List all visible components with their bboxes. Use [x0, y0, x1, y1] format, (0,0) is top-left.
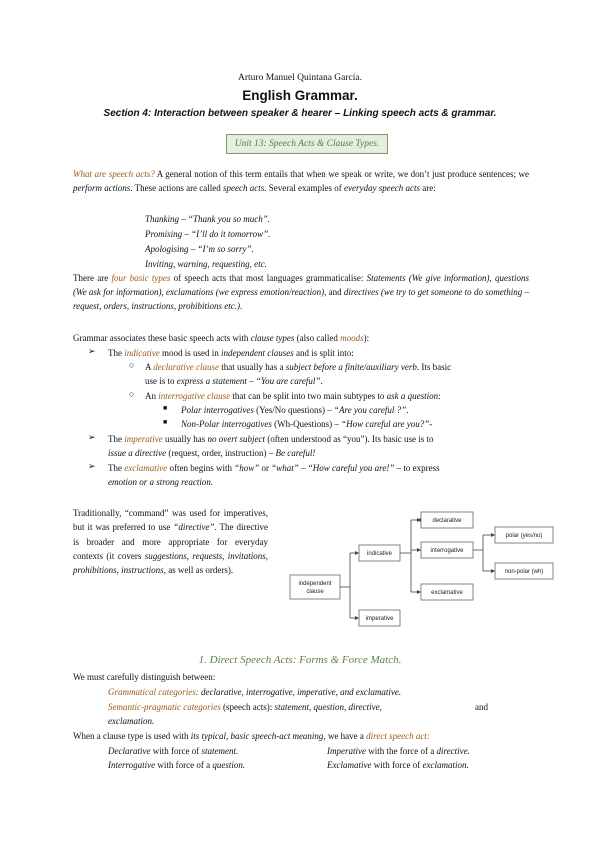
example-promising: Promising – “I’ll do it tomorrow”. [145, 229, 271, 239]
declarative-item: A declarative clause that usually has a subject before a finite/auxiliary verb. Its basic [145, 362, 452, 372]
circle-bullet-icon: ○ [129, 360, 135, 370]
node-root-label-2: clause [306, 589, 324, 595]
node-imperative-label: imperative [365, 616, 394, 622]
grammatical-categories: Grammatical categories: declarative, interrogative, imperative, and exclamative. [108, 687, 402, 697]
indicative-item: The indicative mood is used in independent clauses and is split into: [108, 348, 354, 358]
nonpolar-item: Non-Polar interrogatives (Wh-Questions) – “How careful are you?”- [181, 419, 433, 429]
clause-type-diagram [285, 500, 555, 632]
square-bullet-icon: ■ [163, 404, 168, 412]
node-nonpolar-label: non-polar (wh) [504, 569, 544, 575]
node-interrogative-label: interrogative [430, 548, 464, 554]
grammar-intro: Grammar associates these basic speech acts with clause types (also called moods): [73, 333, 370, 343]
semantic-pragmatic-categories: Semantic-pragmatic categories (speech acts): statement, question, directive, [108, 702, 382, 712]
exclamative-item-line2: emotion or a strong reaction. [108, 477, 214, 487]
match-interrogative: Interrogative with force of a question. [108, 760, 246, 770]
exclamative-item: The exclamative often begins with “how” or “what” – “How careful you are!” – to express [108, 463, 440, 473]
section-1-intro: We must carefully distinguish between: [73, 672, 216, 682]
polar-item: Polar interrogatives (Yes/No questions) – “Are you careful ?”. [181, 405, 409, 415]
example-others: Inviting, warning, requesting, etc. [145, 259, 267, 269]
node-polar-label: polar (yes/no) [505, 533, 543, 539]
declarative-item-line2: use is to express a statement – “You are careful”. [145, 376, 323, 386]
author: Arturo Manuel Quintana García. [238, 73, 362, 83]
match-declarative: Declarative with force of statement. [108, 746, 239, 756]
traditionally-paragraph: Traditionally, “command” was used for imperatives, but it was preferred to use “directive”. The directive is broader and more appropriate for everyday contexts (it covers suggestions, requests, invitations, prohibitions, instructions, as well as orders). [73, 508, 269, 576]
node-independent-clause [290, 575, 340, 599]
imperative-item: The imperative usually has no overt subject (often understood as “you”). Its basic use is to [108, 434, 434, 444]
intro-paragraph: What are speech acts? A general notion of this term entails that when we speak or write, we don’t just produce sentences; we perform actions. These actions are called speech acts. Several examples of everyday speech acts are: [73, 169, 529, 194]
match-imperative: Imperative with the force of a directive. [327, 746, 470, 756]
node-indicative-label: indicative [366, 551, 393, 557]
example-thanking: Thanking – “Thank you so much”. [145, 214, 271, 224]
arrow-bullet-icon: ➢ [88, 346, 96, 356]
imperative-item-line2: issue a directive (request, order, instruction) – Be careful! [108, 448, 316, 458]
node-root-label-1: independent [298, 581, 332, 587]
example-apologising: Apologising – “I’m so sorry”. [145, 244, 254, 254]
direct-speech-act-intro: When a clause type is used with its typical, basic speech-act meaning, we have a direct speech act: [73, 731, 430, 741]
node-declarative-label: declarative [432, 518, 462, 524]
section-subtitle: Section 4: Interaction between speaker & hearer – Linking speech acts & grammar. [103, 108, 497, 119]
four-types-paragraph: There are four basic types of speech acts that most languages grammaticalise: Statements (We give information), questions (We ask for information), exclamations (we express emotion/reaction), and directives (we try to get someone to do something – request, orders, instructions, prohibitions etc.). [73, 273, 529, 312]
semantic-exclamation: exclamation. [108, 716, 155, 726]
semantic-and: and [475, 702, 488, 712]
section-1-title: 1. Direct Speech Acts: Forms & Force Match. [198, 654, 402, 666]
page-title: English Grammar. [242, 88, 358, 103]
square-bullet-icon: ■ [163, 418, 168, 426]
arrow-bullet-icon: ➢ [88, 461, 96, 471]
node-exclamative-label: exclamative [431, 590, 463, 596]
match-exclamative: Exclamative with force of exclamation. [327, 760, 469, 770]
circle-bullet-icon: ○ [129, 389, 135, 399]
interrogative-item: An interrogative clause that can be split into two main subtypes to ask a question: [145, 391, 441, 401]
arrow-bullet-icon: ➢ [88, 432, 96, 442]
unit-box: Unit 13: Speech Acts & Clause Types. [226, 134, 388, 154]
